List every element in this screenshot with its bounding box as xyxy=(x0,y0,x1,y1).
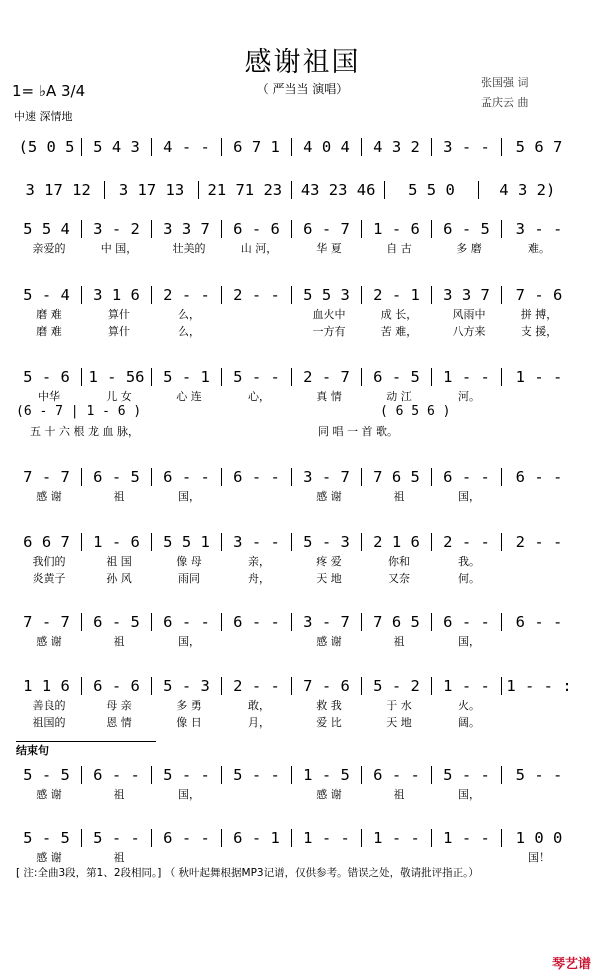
measure: 4 0 4 xyxy=(303,138,350,156)
lyric-syllables: 多 勇 xyxy=(176,699,202,712)
bar-line xyxy=(501,613,502,631)
measure: 2 - - xyxy=(233,286,280,304)
bar-line xyxy=(221,677,222,695)
measure: 5 - 1 xyxy=(163,368,210,386)
bar-line xyxy=(361,138,362,156)
bar-line xyxy=(151,533,152,551)
measure: 5 4 3 xyxy=(93,138,140,156)
bar-line xyxy=(81,829,82,847)
score-row xyxy=(14,181,574,199)
lyric-syllables: 你和 xyxy=(388,555,410,568)
lyric-syllables: 苦 难， xyxy=(380,325,418,338)
measure: 6 - - xyxy=(515,613,563,631)
bar-line xyxy=(501,138,502,156)
score-row xyxy=(14,286,574,304)
bar-line xyxy=(81,220,82,238)
lyric-syllables: 感 谢 xyxy=(36,490,62,503)
bar-line xyxy=(221,468,222,486)
aside-lyrics-2: 同 唱 一 首 歌。 xyxy=(318,425,398,438)
lyric-syllables xyxy=(504,388,574,404)
lyric-syllables: 真 情 xyxy=(316,390,342,403)
measure: 6 - - xyxy=(515,468,563,486)
measure: 3 - - xyxy=(443,138,490,156)
ending-label: 结束句 xyxy=(16,744,49,757)
lyric-syllables: 国， xyxy=(458,635,480,648)
measure: 5 - - xyxy=(443,766,490,784)
bar-line xyxy=(431,138,432,156)
bar-line xyxy=(501,468,502,486)
measure: 5 - - xyxy=(233,766,280,784)
lyric-syllables: 感 谢 xyxy=(316,490,342,503)
lyric-syllables: 敢， xyxy=(248,699,270,712)
lyric-syllables: 儿 女 xyxy=(106,390,132,403)
bar-line xyxy=(221,286,222,304)
lyric-syllables: 国， xyxy=(458,788,480,801)
lyric-syllables: 中华 xyxy=(38,390,60,403)
measure: 3 3 7 xyxy=(443,286,490,304)
lyric-syllables: 国， xyxy=(178,490,200,503)
bar-line xyxy=(81,613,82,631)
measure: 5 - - xyxy=(163,766,210,784)
lyric-syllables: 成 长， xyxy=(380,308,418,321)
lyric-syllables: 天 地 xyxy=(386,716,412,729)
lyric-syllables: 动 江 xyxy=(386,390,412,403)
measure: 6 - - xyxy=(233,613,280,631)
measure: 1 - - : xyxy=(506,677,572,695)
lyric-syllables: 感 谢 xyxy=(36,788,62,801)
lyric-syllables xyxy=(434,849,504,865)
lyric-syllables xyxy=(224,633,294,649)
lyric-line xyxy=(14,488,574,504)
bar-line xyxy=(501,533,502,551)
bar-line xyxy=(151,613,152,631)
bar-line xyxy=(361,368,362,386)
song-title: 感谢祖国 xyxy=(244,47,361,78)
measure: 3 - 7 xyxy=(303,468,350,486)
lyric-syllables xyxy=(504,714,574,730)
lyric-syllables xyxy=(364,849,434,865)
bar-line xyxy=(361,829,362,847)
bar-line xyxy=(151,138,152,156)
lyric-syllables: 心， xyxy=(248,390,270,403)
lyric-syllables: 中 国， xyxy=(100,242,138,255)
lyric-syllables xyxy=(504,633,574,649)
measure: 7 - 7 xyxy=(23,613,70,631)
lyric-syllables: 我们的 xyxy=(32,555,66,568)
bar-line xyxy=(501,220,502,238)
score-row xyxy=(14,220,574,238)
lyric-syllables: 华 夏 xyxy=(316,242,342,255)
bar-line xyxy=(431,286,432,304)
measure: 3 - - xyxy=(233,533,280,551)
score-row xyxy=(14,829,574,847)
measure: 5 - - xyxy=(515,766,563,784)
lyric-syllables: 祖 xyxy=(393,490,405,503)
measure: 5 - 3 xyxy=(303,533,350,551)
measure: 5 - 4 xyxy=(23,286,70,304)
lyric-syllables: 又奈 xyxy=(388,572,410,585)
measure: 4 3 2) xyxy=(499,181,556,199)
lyric-syllables: 火。 xyxy=(458,699,480,712)
lyric-syllables: 多 磨 xyxy=(456,242,482,255)
bar-line xyxy=(431,533,432,551)
measure: 5 - 6 xyxy=(23,368,70,386)
bar-line xyxy=(151,468,152,486)
lyric-syllables: 风雨中 xyxy=(452,308,486,321)
lyric-syllables: 磨 难 xyxy=(36,325,62,338)
bar-line xyxy=(501,829,502,847)
score-row xyxy=(14,766,574,784)
bar-line xyxy=(81,766,82,784)
measure: 3 - 2 xyxy=(93,220,140,238)
lyric-syllables: 支 援， xyxy=(520,325,558,338)
lyric-syllables: 河。 xyxy=(458,390,480,403)
lyric-line xyxy=(14,240,574,256)
lyric-syllables: 国， xyxy=(178,788,200,801)
footnote: [ 注:全曲3段，第1、2段相同。] （ 秋叶起舞根据MP3记谱，仅供参考。错误之处，敬请批评指正。） xyxy=(16,867,479,879)
lyric-syllables: 祖 xyxy=(113,851,125,864)
bar-line xyxy=(431,368,432,386)
lyric-line xyxy=(14,553,574,569)
lyric-syllables: 祖 xyxy=(393,635,405,648)
lyric-syllables: 祖 xyxy=(113,490,125,503)
lyric-syllables: 山 河， xyxy=(240,242,278,255)
bar-line xyxy=(221,138,222,156)
measure: 7 6 5 xyxy=(373,468,420,486)
measure: 6 - - xyxy=(443,468,490,486)
measure: 6 - 6 xyxy=(93,677,140,695)
bar-line xyxy=(151,677,152,695)
measure: 7 - 6 xyxy=(303,677,350,695)
lyric-syllables: 一方有 xyxy=(312,325,346,338)
lyric-syllables: 血火中 xyxy=(312,308,346,321)
measure: 3 17 12 xyxy=(25,181,91,199)
bar-line xyxy=(221,829,222,847)
bar-line xyxy=(431,613,432,631)
measure: 6 - 5 xyxy=(443,220,490,238)
measure: 3 17 13 xyxy=(118,181,185,199)
measure: 2 - - xyxy=(163,286,210,304)
lyric-syllables xyxy=(504,488,574,504)
lyric-syllables: 亲爱的 xyxy=(32,242,66,255)
measure: 1 - - xyxy=(443,368,490,386)
lyric-syllables: 像 母 xyxy=(176,555,202,568)
measure: 6 - - xyxy=(163,468,210,486)
measure: 6 - - xyxy=(373,766,420,784)
lyric-syllables xyxy=(504,697,574,713)
lyric-syllables: 感 谢 xyxy=(316,788,342,801)
lyric-syllables xyxy=(504,786,574,802)
lyric-syllables xyxy=(224,488,294,504)
measure: 5 - 5 xyxy=(23,766,70,784)
lyric-syllables xyxy=(294,849,364,865)
lyric-line xyxy=(14,306,574,322)
measure: 5 - - xyxy=(93,829,140,847)
measure: 5 - 3 xyxy=(163,677,210,695)
bar-line xyxy=(361,533,362,551)
measure: 6 - - xyxy=(233,468,280,486)
composer-credit: 孟庆云 曲 xyxy=(481,96,529,109)
lyric-syllables: 天 地 xyxy=(316,572,342,585)
lyric-syllables: 心 连 xyxy=(176,390,202,403)
measure: 7 - 6 xyxy=(515,286,563,304)
lyric-line xyxy=(14,323,574,339)
lyric-syllables: 祖 xyxy=(113,788,125,801)
bar-line xyxy=(291,613,292,631)
lyric-syllables: 算什 xyxy=(108,308,130,321)
measure: 6 - 5 xyxy=(373,368,420,386)
bar-line xyxy=(361,286,362,304)
bar-line xyxy=(291,766,292,784)
measure: 6 - 1 xyxy=(233,829,280,847)
bar-line xyxy=(81,138,82,156)
bar-line xyxy=(501,677,502,695)
lyric-line xyxy=(14,633,574,649)
bar-line xyxy=(291,677,292,695)
lyric-syllables: 算什 xyxy=(108,325,130,338)
measure: 1 - 5 xyxy=(303,766,350,784)
bar-line xyxy=(361,220,362,238)
measure: 6 - - xyxy=(443,613,490,631)
lyric-syllables: 祖 国 xyxy=(106,555,132,568)
lyric-syllables: 么， xyxy=(178,325,200,338)
measure: 4 - - xyxy=(163,138,210,156)
measure: 43 23 46 xyxy=(300,181,376,199)
lyric-syllables: 磨 难 xyxy=(36,308,62,321)
lyric-syllables: 壮美的 xyxy=(172,242,206,255)
measure: 5 5 0 xyxy=(408,181,455,199)
lyric-syllables xyxy=(224,849,294,865)
bar-line xyxy=(291,181,292,199)
bar-line xyxy=(151,368,152,386)
measure: 6 - - xyxy=(93,766,140,784)
bar-line xyxy=(291,829,292,847)
aside-notes-2: ( 6 5 6 ) xyxy=(380,404,451,419)
lyric-line xyxy=(14,849,574,865)
lyric-syllables xyxy=(504,553,574,569)
bar-line xyxy=(221,220,222,238)
score-row xyxy=(14,468,574,486)
lyric-syllables: 像 日 xyxy=(176,716,202,729)
measure: 2 1 6 xyxy=(373,533,420,551)
measure: 6 - 5 xyxy=(93,468,140,486)
bar-line xyxy=(151,766,152,784)
lyric-syllables: 难。 xyxy=(528,242,550,255)
lyric-syllables: 于 水 xyxy=(386,699,412,712)
bar-line xyxy=(431,829,432,847)
measure: 1 - 6 xyxy=(93,533,140,551)
measure: 1 - - xyxy=(373,829,420,847)
bar-line xyxy=(151,286,152,304)
lyric-syllables: 母 亲 xyxy=(106,699,132,712)
bar-line xyxy=(361,468,362,486)
aside-lyrics-1: 五 十 六 根 龙 血 脉， xyxy=(30,425,139,438)
measure: 5 5 3 xyxy=(303,286,350,304)
measure: 1 - - xyxy=(303,829,350,847)
lyric-line xyxy=(14,697,574,713)
lyric-syllables: 我。 xyxy=(458,555,480,568)
measure: 3 1 6 xyxy=(93,286,140,304)
measure: 3 - - xyxy=(515,220,563,238)
lyric-syllables: 救 我 xyxy=(316,699,342,712)
bar-line xyxy=(221,533,222,551)
bar-line xyxy=(81,368,82,386)
measure: 1 - 56 xyxy=(88,368,145,386)
lyric-syllables: 拼 搏， xyxy=(520,308,558,321)
bar-line xyxy=(361,677,362,695)
measure: 6 6 7 xyxy=(23,533,70,551)
lyric-syllables: 感 谢 xyxy=(36,635,62,648)
measure: 7 - 7 xyxy=(23,468,70,486)
tempo-marking: 中速 深情地 xyxy=(14,110,73,123)
bar-line xyxy=(501,286,502,304)
score-row xyxy=(14,613,574,631)
lyric-syllables: 国！ xyxy=(528,851,550,864)
lyric-line xyxy=(14,714,574,730)
bar-line xyxy=(431,766,432,784)
bar-line xyxy=(361,766,362,784)
bar-line xyxy=(431,220,432,238)
lyric-syllables: 八方来 xyxy=(452,325,486,338)
bar-line xyxy=(81,533,82,551)
bar-line xyxy=(221,368,222,386)
lyric-syllables: 国， xyxy=(458,490,480,503)
lyric-syllables: 么， xyxy=(178,308,200,321)
lyric-syllables: 炎黄子 xyxy=(32,572,66,585)
lyric-syllables xyxy=(154,849,224,865)
measure: 1 - - xyxy=(443,829,490,847)
measure: 5 - 5 xyxy=(23,829,70,847)
lyric-line xyxy=(14,570,574,586)
lyric-syllables: 祖 xyxy=(113,635,125,648)
measure: 2 - 1 xyxy=(373,286,420,304)
score-row xyxy=(14,533,574,551)
lyric-syllables: 亲， xyxy=(248,555,270,568)
lyric-syllables xyxy=(224,323,294,339)
bar-line xyxy=(478,181,479,199)
measure: 2 - - xyxy=(515,533,563,551)
lyric-syllables: 善良的 xyxy=(32,699,66,712)
bar-line xyxy=(291,220,292,238)
lyric-syllables: 感 谢 xyxy=(36,851,62,864)
bar-line xyxy=(501,368,502,386)
measure: 3 3 7 xyxy=(163,220,210,238)
measure: 5 - 2 xyxy=(373,677,420,695)
measure: 6 - - xyxy=(163,613,210,631)
bar-line xyxy=(291,368,292,386)
measure: 5 5 4 xyxy=(23,220,70,238)
lyric-syllables: 孙 风 xyxy=(106,572,132,585)
bar-line xyxy=(151,829,152,847)
bar-line xyxy=(81,677,82,695)
score-row xyxy=(14,368,574,386)
bar-line xyxy=(81,286,82,304)
measure: 2 - 7 xyxy=(303,368,350,386)
lyric-syllables: 月， xyxy=(248,716,270,729)
lyric-syllables: 爱 比 xyxy=(316,716,342,729)
lyric-syllables: 国， xyxy=(178,635,200,648)
bar-line xyxy=(431,677,432,695)
measure: 7 6 5 xyxy=(373,613,420,631)
bar-line xyxy=(501,766,502,784)
measure: 6 7 1 xyxy=(233,138,280,156)
score-row xyxy=(14,677,574,695)
bar-line xyxy=(384,181,385,199)
aside-notes-1: (6 - 7 | 1 - 6 ) xyxy=(16,404,142,419)
bar-line xyxy=(151,220,152,238)
lyric-syllables: 感 谢 xyxy=(316,635,342,648)
bar-line xyxy=(431,468,432,486)
score-row xyxy=(14,138,574,156)
measure: 5 6 7 xyxy=(515,138,563,156)
lyric-syllables: 自 古 xyxy=(386,242,412,255)
measure: 6 - 7 xyxy=(303,220,350,238)
lyric-syllables: 疼 爱 xyxy=(316,555,342,568)
measure: 1 1 6 xyxy=(23,677,70,695)
measure: 21 71 23 xyxy=(207,181,283,199)
bar-line xyxy=(104,181,105,199)
measure: 6 - 6 xyxy=(233,220,280,238)
key-signature: 1= ♭A 3/4 xyxy=(12,82,86,100)
bar-line xyxy=(291,533,292,551)
bar-line xyxy=(198,181,199,199)
bar-line xyxy=(221,613,222,631)
bar-line xyxy=(291,138,292,156)
measure: 1 - 6 xyxy=(373,220,420,238)
lyric-syllables: 阔。 xyxy=(458,716,480,729)
lyric-syllables: 祖国的 xyxy=(32,716,66,729)
lyricist-credit: 张国强 词 xyxy=(481,76,529,89)
lyric-syllables: 恩 情 xyxy=(106,716,132,729)
measure: (5 0 5 xyxy=(18,138,75,156)
lyric-line xyxy=(14,786,574,802)
measure: 2 - - xyxy=(443,533,490,551)
bar-line xyxy=(291,286,292,304)
bar-line xyxy=(291,468,292,486)
lyric-syllables: 舟， xyxy=(248,572,270,585)
lyric-syllables: 祖 xyxy=(393,788,405,801)
bar-line xyxy=(221,766,222,784)
bar-line xyxy=(361,613,362,631)
site-logo: 琴艺谱 xyxy=(551,957,591,972)
lyric-line xyxy=(14,388,574,404)
lyric-syllables: 何。 xyxy=(458,572,480,585)
lyric-syllables: 雨同 xyxy=(178,572,200,585)
measure: 1 - - xyxy=(515,368,563,386)
measure: 6 - - xyxy=(163,829,210,847)
bar-line xyxy=(81,468,82,486)
measure: 3 - 7 xyxy=(303,613,350,631)
measure: 1 0 0 xyxy=(515,829,563,847)
measure: 6 - 5 xyxy=(93,613,140,631)
measure: 2 - - xyxy=(233,677,280,695)
measure: 1 - - xyxy=(443,677,490,695)
lyric-syllables xyxy=(224,786,294,802)
lyric-syllables xyxy=(224,306,294,322)
measure: 5 5 1 xyxy=(163,533,210,551)
measure: 4 3 2 xyxy=(373,138,420,156)
measure: 5 - - xyxy=(233,368,280,386)
lyric-syllables xyxy=(504,570,574,586)
performer-line: （ 严当当 演唱） xyxy=(256,82,349,96)
